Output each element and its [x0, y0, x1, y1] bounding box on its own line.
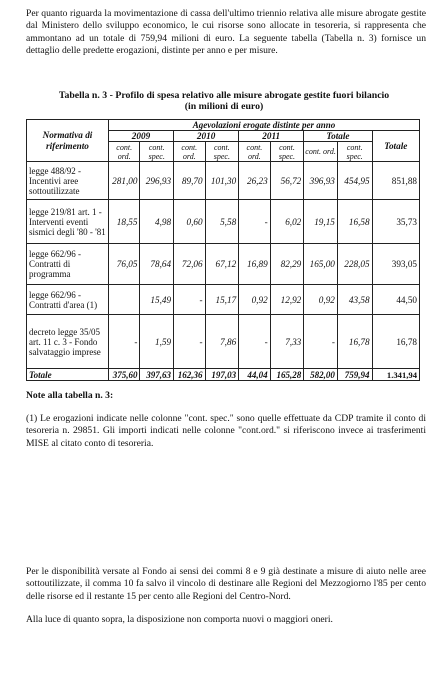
total-header: Totale: [372, 131, 419, 162]
total-cell-value: 759,94: [337, 369, 372, 381]
cell-value: -: [239, 200, 271, 244]
table-row: [27, 162, 420, 200]
cell-value: 56,72: [270, 162, 304, 200]
cell-value: 16,89: [239, 244, 271, 285]
row-label: legge 662/96 - Contratti d'area (1): [27, 285, 109, 315]
sub-header-cont-ord: cont. ord.: [304, 142, 338, 162]
cell-value: 15,49: [140, 285, 174, 315]
sub-header-cont-ord: cont. ord.: [108, 142, 140, 162]
sub-header-cont-ord: cont. ord.: [174, 142, 206, 162]
total-cell-value: 197,03: [205, 369, 239, 381]
cell-value: -: [108, 315, 140, 369]
cell-value: 396,93: [304, 162, 338, 200]
cell-value: 78,64: [140, 244, 174, 285]
cell-value: 16,78: [372, 315, 419, 369]
cell-value: 89,70: [174, 162, 206, 200]
total-row-label: Totale: [27, 369, 109, 381]
fund-paragraph: Per le disponibilità versate al Fondo ai sensi dei commi 8 e 9 già destinate a misure di aiuto nelle aree sottoutilizzate, il comma 10 fa salvo il vincolo di destinare alle Regioni del Mezzogiorno l'85 per cento delle risorse ed il restante 15 per cento alle Regioni del Centro-Nord.: [26, 566, 426, 602]
cell-value: -: [239, 315, 271, 369]
cell-value: 67,12: [205, 244, 239, 285]
cell-value: 393,05: [372, 244, 419, 285]
cell-value: -: [174, 315, 206, 369]
sub-header-cont-spec: cont. spec.: [205, 142, 239, 162]
table-body: [27, 162, 420, 381]
total-cell-value: 582,00: [304, 369, 338, 381]
table-row: [27, 200, 420, 244]
cell-value: 0,92: [239, 285, 271, 315]
cell-value: 7,33: [270, 315, 304, 369]
sub-header-cont-ord: cont. ord.: [239, 142, 271, 162]
sub-header-cont-spec: cont. spec.: [140, 142, 174, 162]
total-cell-value: 162,36: [174, 369, 206, 381]
total-cell-value: 44,04: [239, 369, 271, 381]
note-text: (1) Le erogazioni indicate nelle colonne "cont. spec." sono quelle effettuate da CDP tramite il conto di tesoreria n. 29851. Gli importi indicati nelle colonne "cont.ord." si riferiscono invece ai trasferimenti MISE al citato conto di tesoreria.: [26, 413, 426, 449]
cell-value: 6,02: [270, 200, 304, 244]
cell-value: 0,60: [174, 200, 206, 244]
cell-value: 281,00: [108, 162, 140, 200]
cell-value: 101,30: [205, 162, 239, 200]
col-header-normativa: Normativa di riferimento: [27, 120, 109, 162]
table-title-line2: (in milioni di euro): [184, 101, 264, 112]
year-header-2011: 2011: [239, 131, 304, 142]
row-label: legge 662/96 - Contratti di programma: [27, 244, 109, 285]
spending-table: [26, 119, 420, 381]
cell-value: 12,92: [270, 285, 304, 315]
group-header: Agevolazioni erogate distinte per anno: [108, 120, 419, 131]
cell-value: 18,55: [108, 200, 140, 244]
cell-value: 7,86: [205, 315, 239, 369]
table-title-line1: Tabella n. 3 - Profilo di spesa relativo alle misure abrogate gestite fuori bilancio: [58, 90, 390, 101]
cell-value: -: [174, 285, 206, 315]
cell-value: 296,93: [140, 162, 174, 200]
table-row: [27, 285, 420, 315]
cell-value: 16,78: [337, 315, 372, 369]
total-cell-value: 1.341,94: [372, 369, 419, 381]
cell-value: 82,29: [270, 244, 304, 285]
cell-value: 16,58: [337, 200, 372, 244]
cell-value: 76,05: [108, 244, 140, 285]
cell-value: 851,88: [372, 162, 419, 200]
cell-value: 19,15: [304, 200, 338, 244]
note-title: Note alla tabella n. 3:: [26, 390, 114, 401]
sub-header-cont-spec: cont. spec.: [270, 142, 304, 162]
total-row: [27, 369, 420, 381]
table-row: [27, 315, 420, 369]
cell-value: 44,50: [372, 285, 419, 315]
year-header-2010: 2010: [174, 131, 239, 142]
cell-value: 26,23: [239, 162, 271, 200]
cell-value: 5,58: [205, 200, 239, 244]
total-cell-value: 165,28: [270, 369, 304, 381]
cell-value: 228,05: [337, 244, 372, 285]
row-label: legge 488/92 - Incentivi aree sottoutilizzate: [27, 162, 109, 200]
sub-header-cont-spec: cont. spec.: [337, 142, 372, 162]
cell-value: 72,06: [174, 244, 206, 285]
final-paragraph: Alla luce di quanto sopra, la disposizione non comporta nuovi o maggiori oneri.: [26, 614, 333, 625]
cell-value: 0,92: [304, 285, 338, 315]
intro-paragraph: Per quanto riguarda la movimentazione di cassa dell'ultimo triennio relativa alle misure abrogate gestite dal Ministero dello sviluppo economico, le cui risorse sono allocate in tesoreria, si rappresenta che ammontano ad un totale di 759,94 milioni di euro. La seguente tabella (Tabella n. 3) fornisce un dettaglio delle predette erogazioni, distinte per anno e per misure.: [26, 8, 426, 57]
cell-value: [108, 285, 140, 315]
cell-value: 35,73: [372, 200, 419, 244]
cell-value: 15,17: [205, 285, 239, 315]
total-cell-value: 397,63: [140, 369, 174, 381]
row-label: legge 219/81 art. 1 - Interventi eventi sismici degli '80 - '81: [27, 200, 109, 244]
cell-value: 454,95: [337, 162, 372, 200]
cell-value: 1,59: [140, 315, 174, 369]
cell-value: 4,98: [140, 200, 174, 244]
year-header-totale: Totale: [304, 131, 372, 142]
row-label: decreto legge 35/05 art. 11 c. 3 - Fondo salvataggio imprese: [27, 315, 109, 369]
table-row: [27, 244, 420, 285]
year-header-2009: 2009: [108, 131, 173, 142]
cell-value: 165,00: [304, 244, 338, 285]
cell-value: 43,58: [337, 285, 372, 315]
cell-value: -: [304, 315, 338, 369]
total-cell-value: 375,60: [108, 369, 140, 381]
table-title: [36, 90, 412, 112]
